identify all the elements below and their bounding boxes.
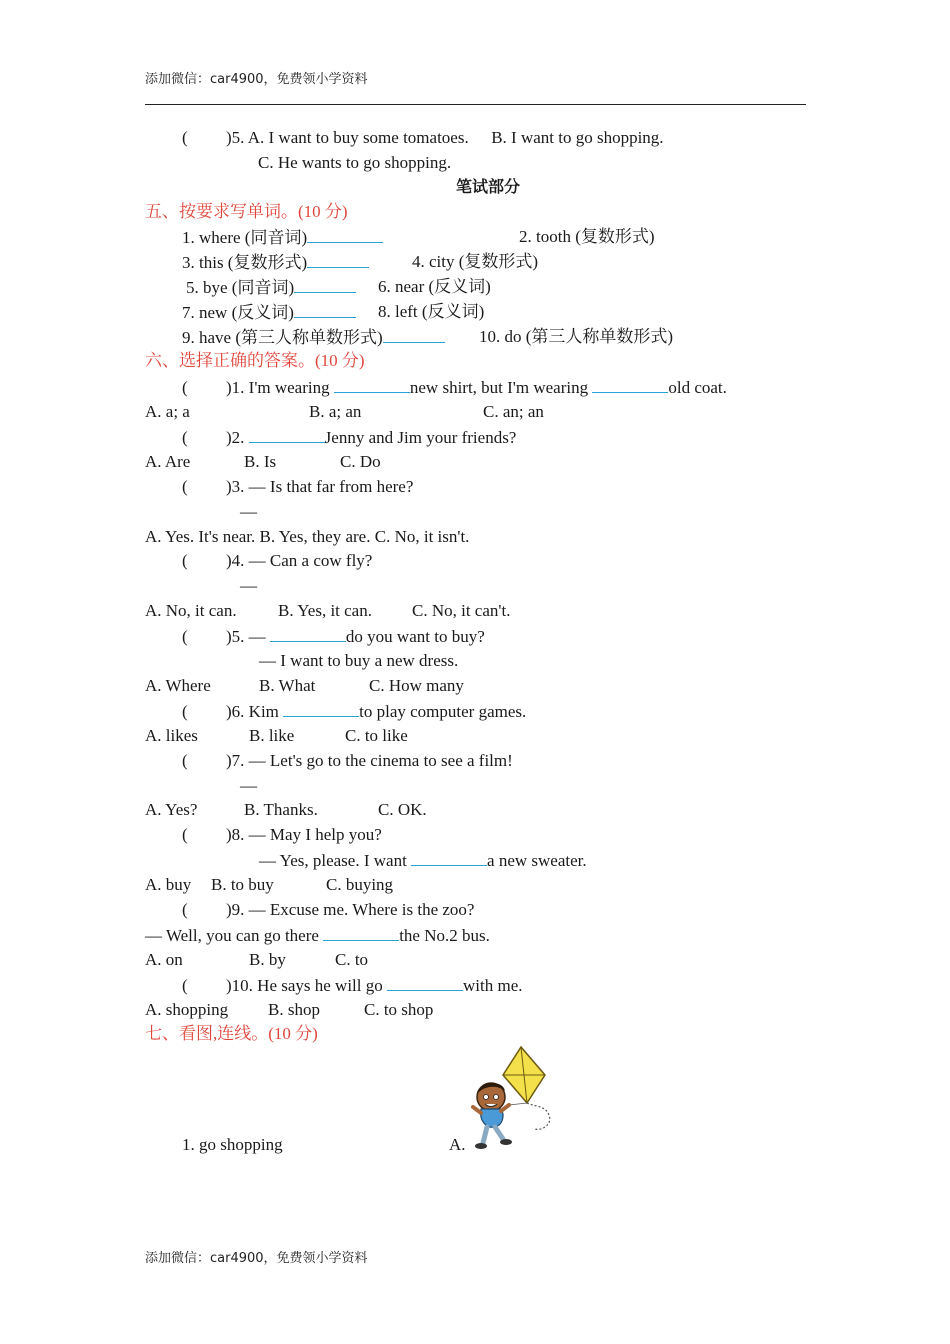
section7-title: 七、看图,连线。(10 分) — [145, 1024, 318, 1043]
answer-blank[interactable] — [294, 276, 356, 293]
page-header: 添加微信：car4900，免费领小学资料 — [145, 72, 368, 87]
listening-q5-option-c: C. He wants to go shopping. — [258, 153, 452, 172]
s6-q10-option-a: A. shopping — [145, 1000, 229, 1019]
s6-q6-option-b: B. like — [249, 726, 295, 745]
s6-q2: ( )2. Jenny and Jim your friends? — [182, 428, 517, 447]
s6-q8-option-b: B. to buy — [211, 875, 274, 894]
s5-item-10: 10. do (第三人称单数形式) — [479, 327, 674, 346]
s6-q7-option-c: C. OK. — [378, 800, 427, 819]
s6-q4-reply-dash: — — [240, 576, 257, 595]
s5-item-9: 9. have (第三人称单数形式) — [182, 326, 445, 349]
s6-q7-reply-dash: — — [240, 776, 257, 795]
s6-q9-option-c: C. to — [335, 950, 369, 969]
answer-blank[interactable] — [323, 924, 399, 941]
s6-q4-option-c: C. No, it can't. — [412, 601, 511, 620]
answer-blank[interactable] — [307, 251, 369, 268]
s6-q3-reply-dash: — — [240, 502, 257, 521]
listening-q5: ( )5. A. I want to buy some tomatoes. B. I want to go shopping. — [182, 128, 664, 147]
s5-item-5: 5. bye (同音词) — [186, 276, 356, 299]
answer-blank[interactable] — [249, 426, 325, 443]
s6-q5: ( )5. — do you want to buy? — [182, 627, 485, 646]
s6-q9: ( )9. — Excuse me. Where is the zoo? — [182, 900, 475, 919]
boy-flying-kite-illustration — [465, 1045, 553, 1153]
answer-blank[interactable] — [294, 301, 356, 318]
s6-q2-option-b: B. Is — [244, 452, 277, 471]
s6-q2-option-a: A. Are — [145, 452, 191, 471]
s6-q6-option-a: A. likes — [145, 726, 198, 745]
s6-q9-option-a: A. on — [145, 950, 183, 969]
s6-q7: ( )7. — Let's go to the cinema to see a film! — [182, 751, 513, 770]
s6-q10-option-b: B. shop — [268, 1000, 320, 1019]
answer-blank[interactable] — [283, 700, 359, 717]
s6-q9-reply: — Well, you can go there the No.2 bus. — [145, 926, 490, 945]
s6-q8: ( )8. — May I help you? — [182, 825, 382, 844]
s6-q4-option-b: B. Yes, it can. — [278, 601, 372, 620]
answer-blank[interactable] — [383, 326, 445, 343]
answer-blank[interactable] — [307, 226, 383, 243]
s6-q6: ( )6. Kim to play computer games. — [182, 702, 527, 721]
s7-item-1: 1. go shopping — [182, 1135, 283, 1154]
s6-q7-option-a: A. Yes? — [145, 800, 198, 819]
s5-item-6: 6. near (反义词) — [378, 277, 491, 296]
s6-q8-option-a: A. buy — [145, 875, 192, 894]
s6-q1-option-c: C. an; an — [483, 402, 544, 421]
section5-title: 五、按要求写单词。(10 分) — [145, 202, 348, 221]
s5-item-8: 8. left (反义词) — [378, 302, 485, 321]
s6-q1-option-a: A. a; a — [145, 402, 190, 421]
header-rule — [145, 104, 806, 105]
s6-q4: ( )4. — Can a cow fly? — [182, 551, 373, 570]
s6-q10-option-c: C. to shop — [364, 1000, 434, 1019]
s6-q5-reply: — I want to buy a new dress. — [259, 651, 459, 670]
answer-blank[interactable] — [270, 625, 346, 642]
s6-q1-option-b: B. a; an — [309, 402, 362, 421]
s5-item-7: 7. new (反义词) — [182, 301, 356, 324]
s7-option-a-label: A. — [449, 1135, 466, 1154]
answer-blank[interactable] — [411, 849, 487, 866]
s6-q4-option-a: A. No, it can. — [145, 601, 237, 620]
s5-item-4: 4. city (复数形式) — [412, 252, 539, 271]
s6-q5-option-c: C. How many — [369, 676, 464, 695]
s6-q8-reply: — Yes, please. I want a new sweater. — [259, 851, 587, 870]
s6-q5-option-b: B. What — [259, 676, 316, 695]
s6-q6-option-c: C. to like — [345, 726, 408, 745]
written-part-title: 笔试部分 — [456, 177, 521, 196]
answer-blank[interactable] — [592, 376, 668, 393]
s6-q10: ( )10. He says he will go with me. — [182, 976, 523, 995]
s6-q8-option-c: C. buying — [326, 875, 394, 894]
page-footer: 添加微信：car4900，免费领小学资料 — [145, 1251, 368, 1266]
section6-title: 六、选择正确的答案。(10 分) — [145, 351, 365, 370]
s6-q7-option-b: B. Thanks. — [244, 800, 318, 819]
s6-q5-option-a: A. Where — [145, 676, 211, 695]
s6-q3: ( )3. — Is that far from here? — [182, 477, 414, 496]
answer-blank[interactable] — [334, 376, 410, 393]
s6-q3-options: A. Yes. It's near. B. Yes, they are. C. No, it isn't. — [145, 527, 470, 546]
s5-item-1: 1. where (同音词) — [182, 226, 383, 249]
s6-q2-option-c: C. Do — [340, 452, 381, 471]
s6-q9-option-b: B. by — [249, 950, 286, 969]
answer-blank[interactable] — [387, 974, 463, 991]
s6-q1: ( )1. I'm wearing new shirt, but I'm wearing old coat. — [182, 378, 727, 397]
s5-item-2: 2. tooth (复数形式) — [519, 227, 655, 246]
s5-item-3: 3. this (复数形式) — [182, 251, 369, 274]
